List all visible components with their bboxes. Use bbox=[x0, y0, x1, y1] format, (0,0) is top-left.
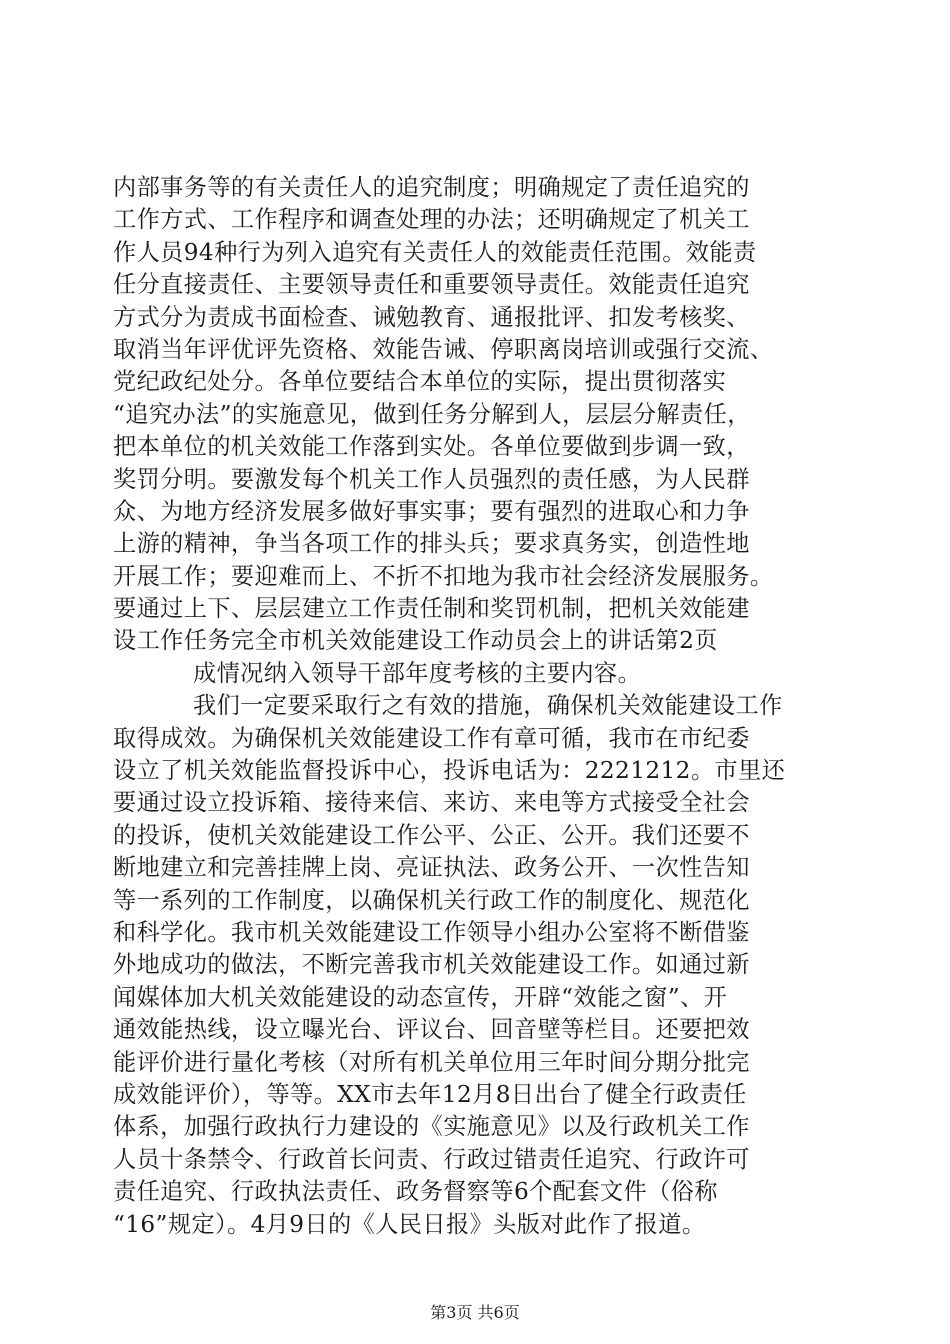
text-line: 体系，加强行政执行力建设的《实施意见》以及行政机关工作 bbox=[113, 1113, 750, 1141]
text-line: 作人员94种行为列入追究有关责任人的效能责任范围。效能责 bbox=[113, 238, 757, 266]
text-line: 要通过设立投诉箱、接待来信、来访、来电等方式接受全社会 bbox=[113, 789, 750, 817]
text-line: 方式分为责成书面检查、诫勉教育、通报批评、扣发考核奖、 bbox=[113, 303, 750, 331]
text-line: 等一系列的工作制度，以确保机关行政工作的制度化、规范化 bbox=[113, 886, 750, 914]
text-line: 党纪政纪处分。各单位要结合本单位的实际，提出贯彻落实 bbox=[113, 368, 727, 396]
text-line: 成效能评价），等等。XX市去年12月8日出台了健全行政责任 bbox=[113, 1080, 747, 1108]
text-line: “追究办法”的实施意见，做到任务分解到人，层层分解责任， bbox=[113, 400, 751, 428]
document-body bbox=[113, 172, 843, 1241]
text-line: 闻媒体加大机关效能建设的动态宣传，开辟“效能之窗”、开 bbox=[113, 983, 728, 1011]
text-line: 取消当年评优评先资格、效能告诫、停职离岗培训或强行交流、 bbox=[113, 335, 774, 363]
text-line: 众、为地方经济发展多做好事实事；要有强烈的进取心和力争 bbox=[113, 497, 750, 525]
text-line: 任分直接责任、主要领导责任和重要领导责任。效能责任追究 bbox=[113, 271, 750, 299]
text-line: 人员十条禁令、行政首长问责、行政过错责任追究、行政许可 bbox=[113, 1145, 750, 1173]
text-line: 取得成效。为确保机关效能建设工作有章可循，我市在市纪委 bbox=[113, 724, 750, 752]
text-line: 和科学化。我市机关效能建设工作领导小组办公室将不断借鉴 bbox=[113, 918, 750, 946]
text-line: 外地成功的做法，不断完善我市机关效能建设工作。如通过新 bbox=[113, 951, 750, 979]
text-line: 内部事务等的有关责任人的追究制度；明确规定了责任追究的 bbox=[113, 174, 750, 201]
text-line: 要通过上下、层层建立工作责任制和奖罚机制，把机关效能建 bbox=[113, 595, 750, 623]
text-line: 通效能热线，设立曝光台、评议台、回音壁等栏目。还要把效 bbox=[113, 1016, 750, 1044]
text-line: 设工作任务完全市机关效能建设工作动员会上的讲话第2页 bbox=[113, 627, 718, 655]
text-line: 我们一定要采取行之有效的措施，确保机关效能建设工作 bbox=[193, 692, 783, 720]
text-line: 责任追究、行政执法责任、政务督察等6个配套文件（俗称 bbox=[113, 1178, 718, 1206]
text-line: 工作方式、工作程序和调查处理的办法；还明确规定了机关工 bbox=[113, 206, 750, 234]
page-footer: 第3页 共6页 bbox=[430, 1303, 520, 1322]
text-line: 奖罚分明。要激发每个机关工作人员强烈的责任感，为人民群 bbox=[113, 465, 750, 493]
text-line: 成情况纳入领导干部年度考核的主要内容。 bbox=[193, 659, 642, 687]
text-line: 能评价进行量化考核（对所有机关单位用三年时间分期分批完 bbox=[113, 1048, 750, 1076]
text-line: “16”规定）。4月9日的《人民日报》头版对此作了报道。 bbox=[113, 1210, 706, 1238]
text-line: 把本单位的机关效能工作落到实处。各单位要做到步调一致， bbox=[113, 433, 750, 461]
text-line: 的投诉，使机关效能建设工作公平、公正、公开。我们还要不 bbox=[113, 821, 750, 849]
text-line: 开展工作；要迎难而上、不折不扣地为我市社会经济发展服务。 bbox=[113, 562, 774, 590]
text-line: 断地建立和完善挂牌上岗、亮证执法、政务公开、一次性告知 bbox=[113, 854, 750, 882]
text-line: 设立了机关效能监督投诉中心，投诉电话为：2221212。市里还 bbox=[113, 757, 786, 785]
text-line: 上游的精神，争当各项工作的排头兵；要求真务实，创造性地 bbox=[113, 530, 750, 558]
